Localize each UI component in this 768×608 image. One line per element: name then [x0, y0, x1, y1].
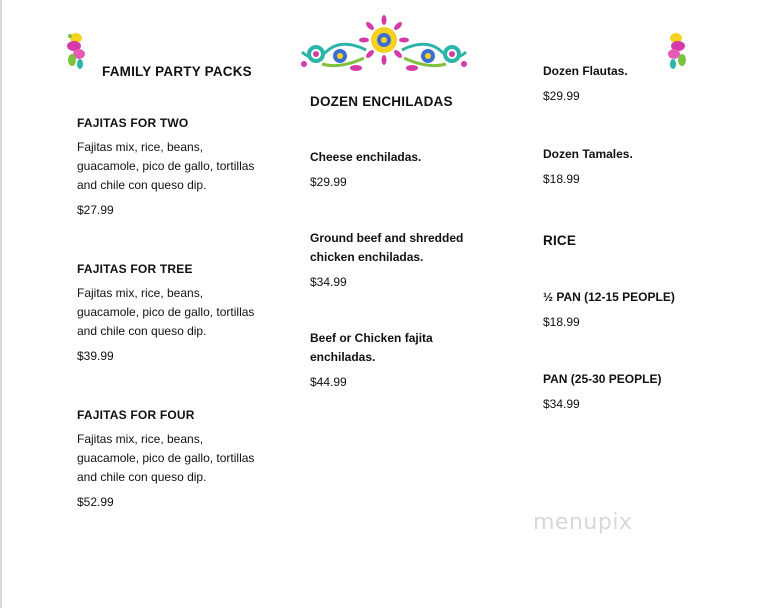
enchilada-name: Ground beef and shredded	[310, 231, 464, 245]
enchilada-name: Beef or Chicken fajita	[310, 331, 433, 345]
desc-line: Fajitas mix, rice, beans,	[77, 140, 204, 154]
rice-price: $34.99	[543, 397, 580, 411]
pack-description	[77, 430, 292, 487]
item-price: $18.99	[543, 172, 580, 186]
rice-item	[543, 288, 743, 329]
rice-price: $18.99	[543, 315, 580, 329]
desc-line: and chile con queso dip.	[77, 178, 207, 192]
pack-item	[77, 408, 292, 509]
rice-item	[543, 370, 743, 411]
enchilada-name: Cheese enchiladas.	[310, 150, 422, 164]
desc-line: and chile con queso dip.	[77, 470, 207, 484]
pack-item	[77, 116, 292, 217]
enchilada-item	[310, 148, 510, 189]
item-price: $29.99	[543, 89, 580, 103]
desc-line: guacamole, pico de gallo, tortillas	[77, 305, 255, 319]
left-flower-decoration	[64, 30, 90, 74]
enchilada-item	[310, 329, 510, 389]
rice-name: ½ PAN (12-15 PEOPLE)	[543, 290, 675, 304]
rice-name: PAN (25-30 PEOPLE)	[543, 372, 662, 386]
pack-name: FAJITAS FOR FOUR	[77, 408, 195, 422]
enchilada-price: $29.99	[310, 175, 347, 189]
family-party-packs-heading: FAMILY PARTY PACKS	[102, 64, 252, 79]
menupix-watermark: menupix	[533, 510, 633, 535]
dozen-enchiladas-heading: DOZEN ENCHILADAS	[310, 94, 453, 109]
pack-price: $52.99	[77, 495, 114, 509]
desc-line: Fajitas mix, rice, beans,	[77, 432, 204, 446]
pack-description	[77, 138, 292, 195]
page-edge	[0, 0, 2, 608]
enchilada-name: chicken enchiladas.	[310, 250, 424, 264]
desc-line: guacamole, pico de gallo, tortillas	[77, 159, 255, 173]
pack-name: FAJITAS FOR TWO	[77, 116, 189, 130]
menu-item	[543, 145, 743, 186]
enchilada-price: $44.99	[310, 375, 347, 389]
menu-item	[543, 62, 743, 103]
pack-description	[77, 284, 292, 341]
desc-line: and chile con queso dip.	[77, 324, 207, 338]
enchilada-price: $34.99	[310, 275, 347, 289]
item-name: Dozen Flautas.	[543, 64, 628, 78]
pack-item	[77, 262, 292, 363]
desc-line: Fajitas mix, rice, beans,	[77, 286, 204, 300]
rice-heading: RICE	[543, 233, 577, 248]
pack-price: $39.99	[77, 349, 114, 363]
enchilada-name: enchiladas.	[310, 350, 376, 364]
pack-name: FAJITAS FOR TREE	[77, 262, 193, 276]
desc-line: guacamole, pico de gallo, tortillas	[77, 451, 255, 465]
item-name: Dozen Tamales.	[543, 147, 633, 161]
pack-price: $27.99	[77, 203, 114, 217]
center-floral-ornament	[296, 12, 472, 78]
enchilada-item	[310, 229, 510, 289]
